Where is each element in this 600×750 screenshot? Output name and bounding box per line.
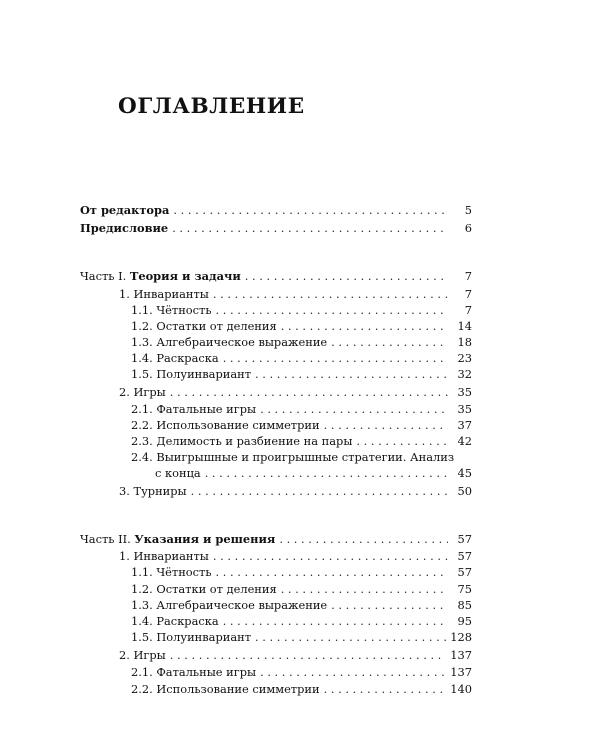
toc-chapter[interactable]: 1. Инварианты . . . 57 — [119, 549, 472, 563]
toc-section[interactable]: 2.1. Фатальные игры . . . 35 — [131, 402, 472, 416]
toc-page-number: 5 — [464, 203, 472, 217]
part-prefix: Часть I. — [80, 269, 127, 283]
toc-section[interactable]: 1.4. Раскраска . . . 95 — [131, 614, 472, 628]
leader-dots — [255, 367, 448, 381]
toc-section[interactable]: 1.1. Чётность . . . 57 — [131, 565, 472, 579]
leader-dots — [216, 565, 448, 579]
toc-part-2[interactable] — [80, 532, 472, 546]
leader-dots — [255, 630, 446, 644]
leader-dots — [172, 221, 448, 235]
leader-dots — [324, 418, 448, 432]
leader-dots — [170, 385, 448, 399]
toc-section-continuation[interactable]: с конца . . . 45 — [155, 466, 472, 480]
toc-section[interactable]: 1.2. Остатки от деления . . . 75 — [131, 582, 472, 596]
leader-dots — [245, 269, 448, 283]
toc-section[interactable]: 2.1. Фатальные игры . . . 137 — [131, 665, 472, 679]
toc-section[interactable]: 1.5. Полуинвариант . . . 128 — [131, 630, 472, 644]
leader-dots — [356, 434, 448, 448]
toc-chapter[interactable]: 3. Турниры . . . 50 — [119, 484, 472, 498]
toc-part-1[interactable] — [80, 269, 472, 283]
leader-dots — [213, 549, 448, 563]
toc-section[interactable]: 1.3. Алгебраическое выражение . . . 18 — [131, 335, 472, 349]
leader-dots — [281, 319, 448, 333]
leader-dots — [170, 648, 447, 662]
toc-section[interactable]: 2.4. Выигрышные и проигрышные стратегии. Анализ — [131, 450, 455, 464]
leader-dots — [281, 582, 448, 596]
leader-dots — [223, 351, 448, 365]
toc-entry-editor[interactable] — [80, 203, 472, 217]
toc-section[interactable]: 1.4. Раскраска . . . 23 — [131, 351, 472, 365]
leader-dots — [260, 665, 446, 679]
leader-dots — [331, 335, 448, 349]
toc-section[interactable]: 1.5. Полуинвариант . . . 32 — [131, 367, 472, 381]
toc-section[interactable]: 1.1. Чётность . . . 7 — [131, 303, 472, 317]
toc-section[interactable]: 1.3. Алгебраическое выражение . . . 85 — [131, 598, 472, 612]
toc-section[interactable]: 2.2. Использование симметрии . . . 140 — [131, 682, 472, 696]
leader-dots — [213, 287, 448, 301]
leader-dots — [191, 484, 448, 498]
leader-dots — [216, 303, 448, 317]
toc-chapter[interactable]: 1. Инварианты . . . 7 — [119, 287, 472, 301]
leader-dots — [324, 682, 447, 696]
toc-chapter[interactable]: 2. Игры . . . 137 — [119, 648, 472, 662]
toc-chapter[interactable]: 2. Игры . . . 35 — [119, 385, 472, 399]
toc-page-number: 6 — [464, 221, 472, 235]
leader-dots — [173, 203, 448, 217]
toc-entry-label: От редактора — [80, 203, 170, 217]
toc-page-number: 57 — [457, 532, 472, 546]
toc-section[interactable]: 2.3. Делимость и разбиение на пары . . . 42 — [131, 434, 472, 448]
leader-dots — [279, 532, 448, 546]
part-name: Указания и решения — [134, 532, 276, 546]
page-title: ОГЛАВЛЕНИЕ — [118, 94, 305, 119]
toc-section[interactable]: 1.2. Остатки от деления . . . 14 — [131, 319, 472, 333]
leader-dots — [205, 466, 448, 480]
toc-page-number: 7 — [464, 269, 472, 283]
toc-section[interactable]: 2.2. Использование симметрии . . . 37 — [131, 418, 472, 432]
part-prefix: Часть II. — [80, 532, 131, 546]
toc-entry-label: Предисловие — [80, 221, 169, 235]
leader-dots — [223, 614, 448, 628]
toc-entry-preface[interactable] — [80, 221, 472, 235]
part-name: Теория и задачи — [129, 269, 241, 283]
leader-dots — [260, 402, 448, 416]
leader-dots — [331, 598, 448, 612]
